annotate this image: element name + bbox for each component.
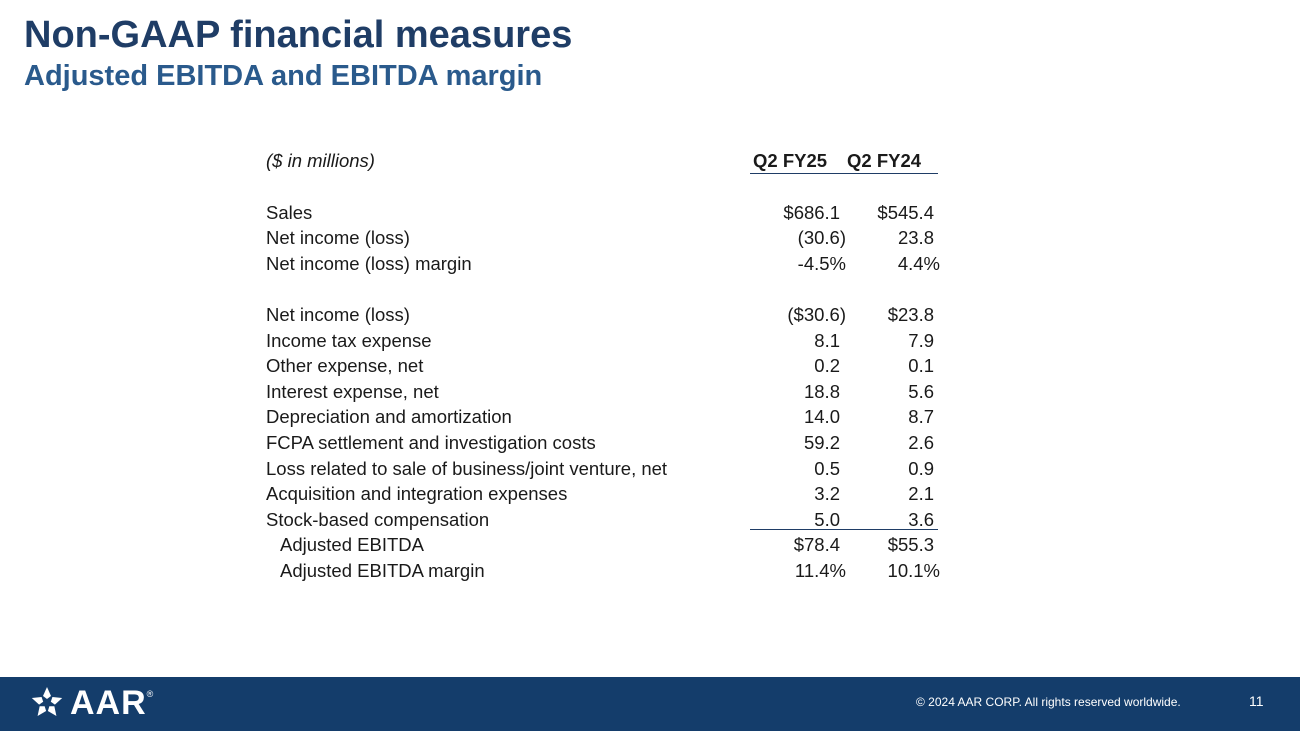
row-value-q2fy25: (30.6) (797, 227, 846, 249)
subtotal-rule (750, 529, 938, 530)
row-value-q2fy25: 18.8 (803, 380, 840, 402)
logo-registered-mark: ® (146, 689, 154, 699)
row-label: Net income (loss) (266, 303, 410, 325)
row-label: Depreciation and amortization (266, 406, 512, 428)
aar-star-icon (30, 686, 64, 720)
row-value-q2fy25: $78.4 (793, 534, 840, 556)
row-value-q2fy24: 0.1 (908, 355, 934, 377)
table-row (266, 379, 946, 405)
table-row (266, 200, 946, 226)
column-header-q2fy25: Q2 FY25 (753, 150, 828, 171)
row-label: Adjusted EBITDA (280, 534, 424, 556)
row-value-q2fy24: 5.6 (908, 380, 934, 402)
row-value-q2fy25: 59.2 (803, 431, 840, 453)
row-value-q2fy24: 0.9 (908, 457, 934, 479)
row-value-q2fy25: 3.2 (814, 483, 840, 505)
page-number: 11 (1249, 693, 1264, 709)
unit-label: ($ in millions) (266, 150, 375, 171)
row-value-q2fy25: 8.1 (814, 329, 840, 351)
row-value-q2fy24: 23.8 (897, 227, 934, 249)
table-row (266, 481, 946, 507)
row-value-q2fy25: -4.5% (797, 252, 846, 274)
row-label: Sales (266, 201, 313, 223)
row-value-q2fy25: 5.0 (814, 508, 840, 530)
header-underline (750, 173, 938, 174)
row-label: Net income (loss) margin (266, 252, 472, 274)
row-value-q2fy25: $686.1 (783, 201, 840, 223)
footer-bar (0, 677, 1300, 731)
table-header (266, 148, 946, 174)
table-row (266, 251, 946, 277)
table-row (266, 456, 946, 482)
logo-text: AAR (70, 683, 147, 722)
table-row (266, 404, 946, 430)
table-row-total (266, 558, 946, 584)
row-label: Interest expense, net (266, 380, 439, 402)
row-value-q2fy25: 0.2 (814, 355, 840, 377)
page-subtitle: Adjusted EBITDA and EBITDA margin (24, 60, 543, 92)
row-value-q2fy24: 3.6 (908, 508, 934, 530)
row-label: Income tax expense (266, 329, 432, 351)
table-row (266, 328, 946, 354)
row-label: Net income (loss) (266, 227, 410, 249)
row-label: Adjusted EBITDA margin (280, 559, 485, 581)
row-value-q2fy24: $55.3 (887, 534, 934, 556)
row-value-q2fy24: $545.4 (877, 201, 934, 223)
table-row (266, 353, 946, 379)
row-value-q2fy24: $23.8 (887, 303, 934, 325)
row-label: Stock-based compensation (266, 508, 490, 530)
row-label: Loss related to sale of business/joint venture, net (266, 457, 668, 479)
row-value-q2fy24: 7.9 (908, 329, 934, 351)
row-value-q2fy25: 11.4% (794, 559, 846, 581)
row-label: Other expense, net (266, 355, 424, 377)
row-label: FCPA settlement and investigation costs (266, 431, 596, 453)
row-value-q2fy24: 2.6 (908, 431, 934, 453)
financial-table (266, 148, 946, 584)
row-value-q2fy24: 8.7 (908, 406, 934, 428)
row-value-q2fy25: ($30.6) (787, 303, 846, 325)
row-value-q2fy24: 10.1% (887, 559, 940, 581)
row-value-q2fy25: 0.5 (814, 457, 840, 479)
row-value-q2fy25: 14.0 (803, 406, 840, 428)
table-row (266, 225, 946, 251)
row-value-q2fy24: 2.1 (908, 483, 934, 505)
table-row (266, 430, 946, 456)
copyright-notice: © 2024 AAR CORP. All rights reserved worldwide. (916, 695, 1181, 709)
row-label: Acquisition and integration expenses (266, 483, 568, 505)
aar-logo (30, 685, 153, 721)
row-value-q2fy24: 4.4% (897, 252, 940, 274)
table-row (266, 302, 946, 328)
column-header-q2fy24: Q2 FY24 (847, 150, 922, 171)
page-title: Non-GAAP financial measures (24, 14, 573, 56)
table-row-total (266, 532, 946, 558)
